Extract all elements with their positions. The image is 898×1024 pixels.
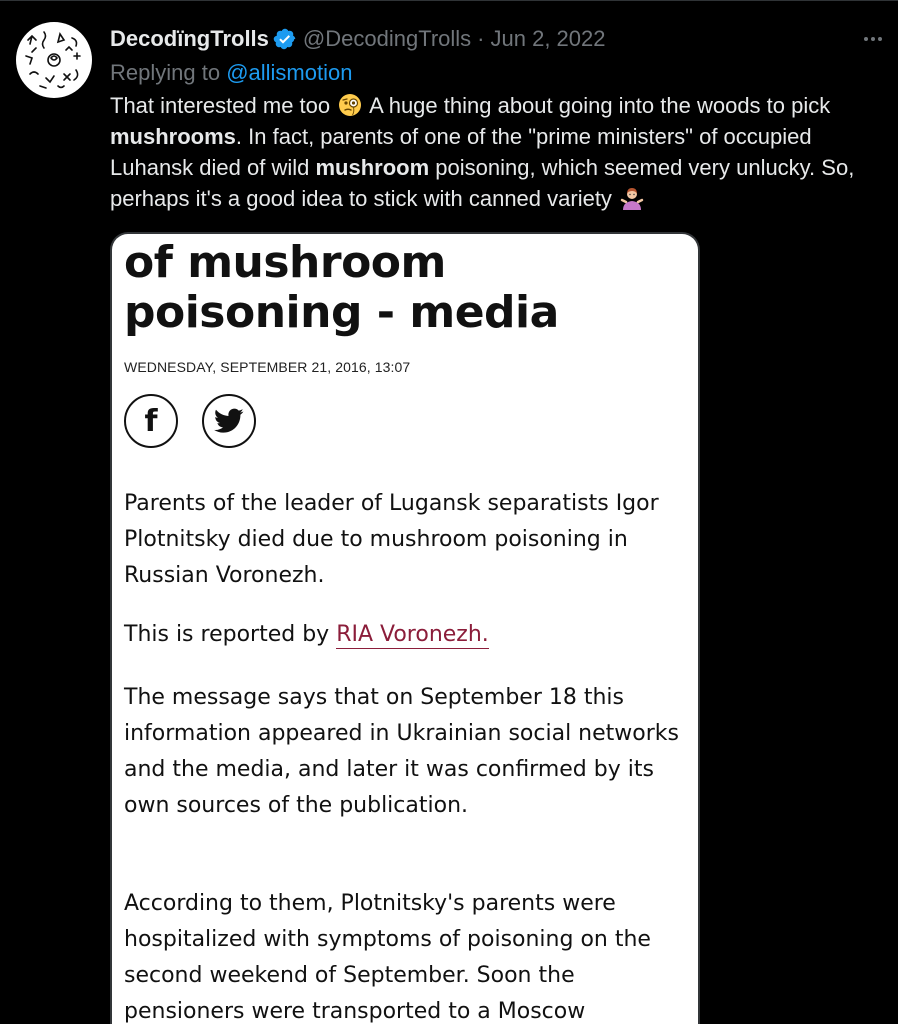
tweet-text-bold: mushroom: [315, 155, 430, 180]
article-paragraph: Parents of the leader of Lugansk separatists Igor Plotnitsky died due to mushroom poisoning in Russian Voronezh.: [124, 491, 659, 588]
article-paragraph-prefix: This is reported by: [124, 622, 337, 647]
twitter-share-icon: [202, 394, 256, 448]
replying-to-mention[interactable]: @allismotion: [226, 60, 353, 85]
tweet-text-segment: poisoning, which seemed very unlucky. So, perhaps it's a good idea to stick with canned variety: [110, 155, 855, 211]
twitter-bird-icon: [214, 408, 244, 434]
tweet-date[interactable]: Jun 2, 2022: [490, 26, 606, 51]
tweet-text-segment: A huge thing about going into the woods to pick: [364, 93, 831, 118]
avatar[interactable]: [16, 22, 92, 98]
tweet-text-segment: That interested me too: [110, 93, 337, 118]
author-name[interactable]: DecodïngTrolls: [110, 26, 269, 51]
replying-to-line: [110, 58, 352, 88]
verified-badge-icon[interactable]: [273, 27, 297, 51]
tweet-text: [110, 90, 890, 214]
tweet-header: [110, 24, 605, 54]
more-options-icon[interactable]: [858, 26, 888, 52]
article-dateline: WEDNESDAY, SEPTEMBER 21, 2016, 13:07: [124, 359, 411, 375]
tweet-text-segment: . In fact, parents of one of the "prime ministers" of occupied Luhansk died of wild: [110, 124, 812, 180]
facebook-share-icon: f: [124, 394, 178, 448]
tweet-media-image[interactable]: [110, 232, 700, 1024]
article-source-link: RIA Voronezh.: [336, 622, 489, 647]
tweet-text-bold: mushrooms: [110, 124, 236, 149]
person-shrugging-emoji-icon: [620, 186, 644, 210]
article-paragraph: [124, 617, 684, 653]
replying-to-prefix: Replying to: [110, 60, 221, 85]
article-headline: of mushroom poisoning - media: [124, 237, 559, 338]
header-separator: ·: [477, 26, 485, 51]
article-paragraph: The message says that on September 18 this information appeared in Ukrainian social networks and the media, and later it was confirmed by its own sources of the publication.: [124, 685, 679, 818]
avatar-doodle-icon: [16, 22, 92, 98]
author-handle[interactable]: @DecodingTrolls: [302, 26, 472, 51]
article-paragraph: According to them, Plotnitsky's parents were hospitalized with symptoms of poisoning on the second weekend of September. Soon the pensioners were transported to a Moscow: [124, 891, 651, 1024]
face-with-monocle-emoji-icon: [338, 93, 362, 117]
